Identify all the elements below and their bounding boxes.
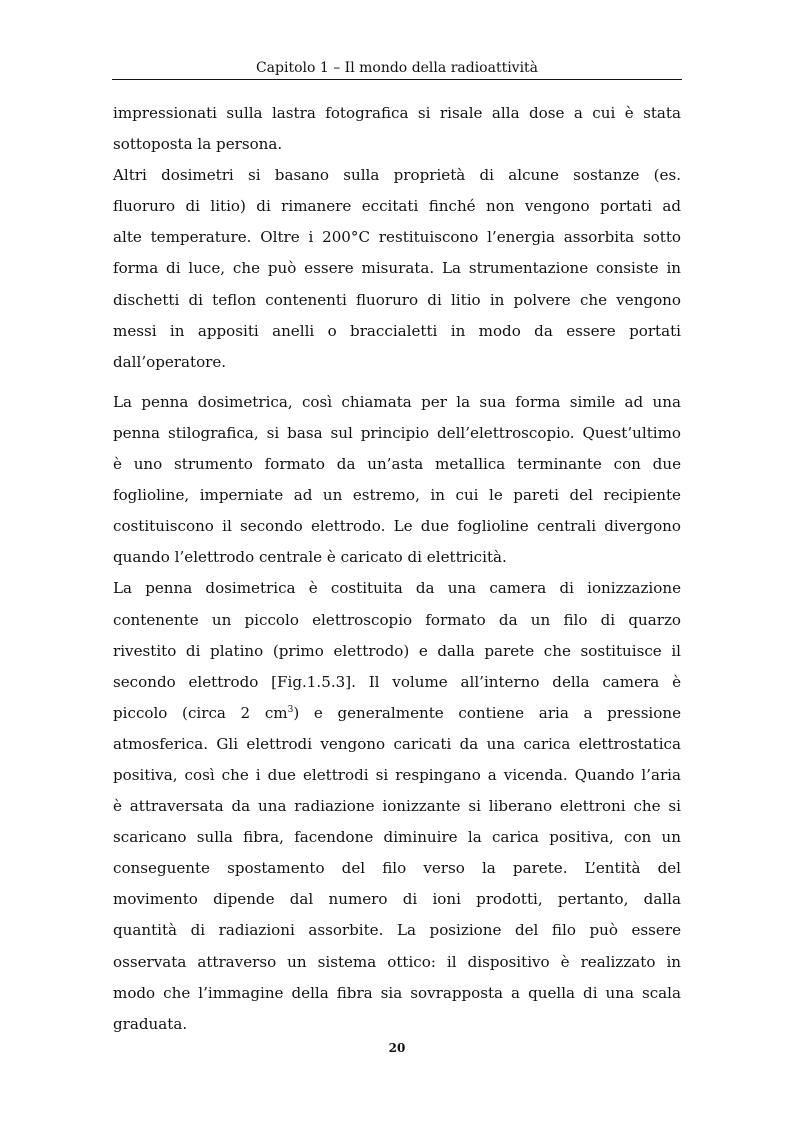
paragraph-2	[113, 160, 681, 378]
text-line: atmosferica. Gli elettrodi vengono caricati da una carica elettrostatica	[113, 734, 681, 753]
text-line: conseguente spostamento del filo verso la parete. L’entità del	[113, 859, 681, 878]
chapter-title: Capitolo 1 – Il mondo della radioattività	[255, 60, 539, 76]
text-line: quantità di radiazioni assorbite. La posizione del filo può essere	[113, 921, 681, 940]
text-line: scaricano sulla fibra, facendone diminuire la carica positiva, con un	[113, 828, 681, 847]
text-line-with-superscript	[113, 698, 681, 729]
text-line: dischetti di teflon contenenti fluoruro di litio in polvere che vengono	[113, 290, 681, 309]
text-line: positiva, così che i due elettrodi si respingano a vicenda. Quando l’aria	[113, 765, 681, 784]
text-line: La penna dosimetrica è costituita da una camera di ionizzazione	[113, 579, 681, 598]
paragraph-3	[113, 387, 681, 574]
text-line: foglioline, imperniate ad un estremo, in cui le pareti del recipiente	[113, 486, 681, 505]
text-line: dall’operatore.	[113, 352, 227, 371]
text-line: quando l’elettrodo centrale è caricato di elettricità.	[113, 548, 507, 567]
text-line: alte temperature. Oltre i 200°C restituiscono l’energia assorbita sotto	[113, 228, 681, 247]
text-fragment: ) e generalmente contiene aria a pressione	[293, 703, 682, 722]
paragraph-1	[113, 98, 681, 160]
text-line: modo che l’immagine della fibra sia sovrapposta a quella di una scala	[113, 983, 681, 1002]
page-number: 20	[388, 1041, 406, 1055]
text-line: costituiscono il secondo elettrodo. Le due foglioline centrali divergono	[113, 517, 681, 536]
text-line: penna stilografica, si basa sul principio dell’elettroscopio. Quest’ultimo	[113, 423, 681, 442]
text-line: secondo elettrodo [Fig.1.5.3]. Il volume all’interno della camera è	[113, 672, 681, 691]
text-line: fluoruro di litio) di rimanere eccitati finché non vengono portati ad	[113, 197, 681, 216]
text-line: La penna dosimetrica, così chiamata per la sua forma simile ad una	[113, 392, 681, 411]
paragraph-4	[113, 573, 681, 1039]
text-line: sottoposta la persona.	[113, 135, 283, 154]
text-fragment: piccolo (circa 2 cm	[113, 703, 288, 722]
text-line: forma di luce, che può essere misurata. La strumentazione consiste in	[113, 259, 681, 278]
superscript: 3	[287, 704, 294, 715]
body-text	[113, 98, 681, 1040]
text-line: osservata attraverso un sistema ottico: il dispositivo è realizzato in	[113, 952, 681, 971]
text-line: messi in appositi anelli o braccialetti in modo da essere portati	[113, 321, 681, 340]
text-line: impressionati sulla lastra fotografica si risale alla dose a cui è stata	[113, 104, 681, 122]
text-line: Altri dosimetri si basano sulla proprietà di alcune sostanze (es.	[113, 166, 681, 185]
text-line: movimento dipende dal numero di ioni prodotti, pertanto, dalla	[113, 890, 681, 909]
text-line: contenente un piccolo elettroscopio formato da un filo di quarzo	[113, 610, 681, 629]
page-header	[112, 57, 682, 80]
text-line: rivestito di platino (primo elettrodo) e dalla parete che sostituisce il	[113, 641, 681, 660]
text-line: è uno strumento formato da un’asta metallica terminante con due	[113, 455, 681, 474]
text-line: è attraversata da una radiazione ionizzante si liberano elettroni che si	[113, 797, 681, 816]
text-line: graduata.	[113, 1014, 188, 1033]
